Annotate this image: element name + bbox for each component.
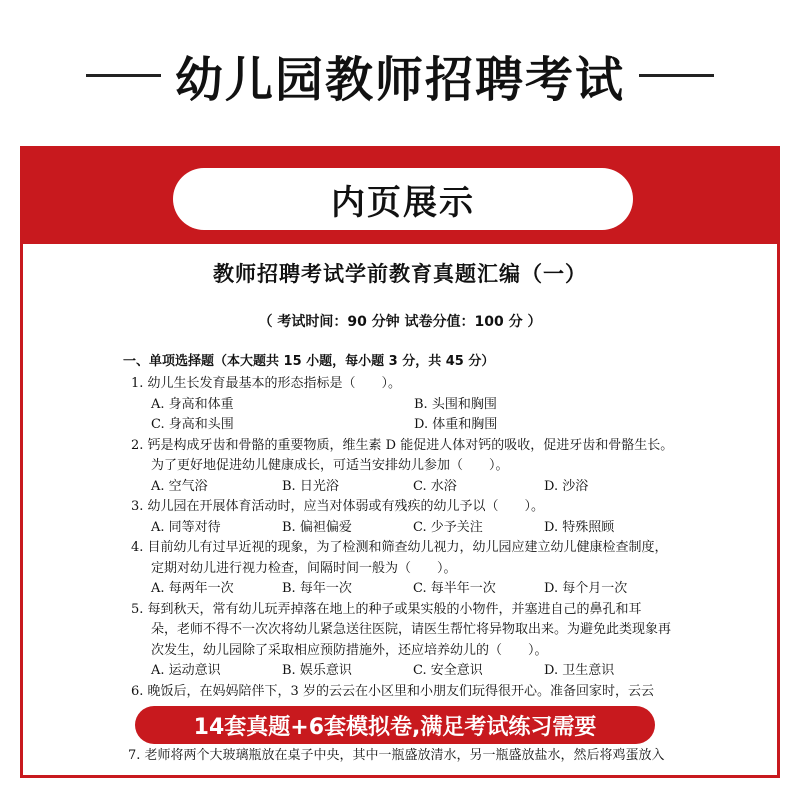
answer-option: B. 每年一次 [282, 581, 352, 596]
preview-label: 内页展示 [173, 168, 633, 230]
answer-option: C. 少予关注 [413, 519, 483, 535]
answer-option: B. 头围和胸围 [414, 396, 497, 412]
answer-option: B. 娱乐意识 [282, 663, 352, 678]
header-left-rule [86, 74, 161, 77]
preview-frame [20, 146, 780, 778]
option-row [131, 415, 701, 436]
answer-option: A. 同等对待 [151, 519, 221, 535]
question-item [131, 538, 701, 600]
preview-band [23, 146, 777, 244]
option-row [131, 518, 701, 539]
question-list [131, 374, 701, 702]
answer-option: A. 空气浴 [151, 478, 208, 494]
header [0, 0, 800, 150]
question-item [131, 682, 701, 703]
option-row [131, 477, 701, 498]
question-text: 2. 钙是构成牙齿和骨骼的重要物质，维生素 D 能促进人体对钙的吸收，促进牙齿和骨骼生长。 [131, 437, 674, 453]
question-text: 为了更好地促进幼儿健康成长，可适当安排幼儿参加（ ）。 [151, 458, 509, 473]
answer-option: B. 偏袒偏爱 [282, 519, 352, 535]
question-text: 3. 幼儿园在开展体育活动时，应当对体弱或有残疾的幼儿予以（ ）。 [131, 499, 545, 514]
question-item [131, 497, 701, 538]
question-text: 定期对幼儿进行视力检查，间隔时间一般为（ ）。 [151, 560, 457, 576]
question-item [131, 436, 701, 498]
answer-option: A. 每两年一次 [151, 581, 234, 596]
option-row [131, 579, 701, 600]
answer-option: D. 特殊照顾 [544, 519, 615, 535]
question-text: 4. 目前幼儿有过早近视的现象，为了检测和筛查幼儿视力，幼儿园应建立幼儿健康检查制度， [131, 540, 668, 555]
answer-option: C. 安全意识 [413, 663, 483, 678]
question-text: 朵，老师不得不一次次将幼儿紧急送往医院，请医生帮忙将异物取出来。为避免此类现象再 [151, 622, 672, 637]
promo-banner: 14套真题+6套模拟卷,满足考试练习需要 [135, 706, 655, 744]
option-row [131, 395, 701, 416]
question-text: 1. 幼儿生长发育最基本的形态指标是（ ）。 [131, 376, 402, 391]
answer-option: C. 每半年一次 [413, 581, 496, 596]
page-title: 幼儿园教师招聘考试 [174, 51, 625, 108]
document-page [23, 244, 777, 778]
question-item [131, 374, 701, 436]
section-heading: 一、单项选择题（本大题共 15 小题，每小题 3 分，共 45 分） [123, 354, 495, 369]
question-text: 5. 每到秋天，常有幼儿玩弄掉落在地上的种子或果实般的小物件，并塞进自己的鼻孔和耳 [131, 601, 642, 617]
answer-option: C. 水浴 [413, 478, 457, 494]
answer-option: D. 每个月一次 [544, 581, 628, 596]
option-row [131, 661, 701, 682]
answer-option: A. 运动意识 [151, 663, 221, 678]
exam-info: （ 考试时间：90 分钟 试卷分值：100 分 ） [258, 314, 542, 330]
question-text: 次发生，幼儿园除了采取相应预防措施外，还应培养幼儿的（ ）。 [151, 642, 548, 658]
question-text: 6. 晚饭后，在妈妈陪伴下，3 岁的云云在小区里和小朋友们玩得很开心。准备回家时，云云 [131, 683, 654, 699]
answer-option: C. 身高和头围 [151, 417, 234, 432]
question-7-line: 7. 老师将两个大玻璃瓶放在桌子中央，其中一瓶盛放清水，另一瓶盛放盐水，然后将鸡蛋放入 [128, 748, 665, 763]
answer-option: D. 卫生意识 [544, 663, 615, 678]
answer-option: D. 体重和胸围 [414, 417, 498, 432]
answer-option: D. 沙浴 [544, 478, 589, 494]
header-right-rule [639, 74, 714, 77]
answer-option: B. 日光浴 [282, 478, 339, 494]
document-title: 教师招聘考试学前教育真题汇编（一） [213, 261, 587, 286]
answer-option: A. 身高和体重 [151, 396, 234, 412]
question-item [131, 600, 701, 682]
